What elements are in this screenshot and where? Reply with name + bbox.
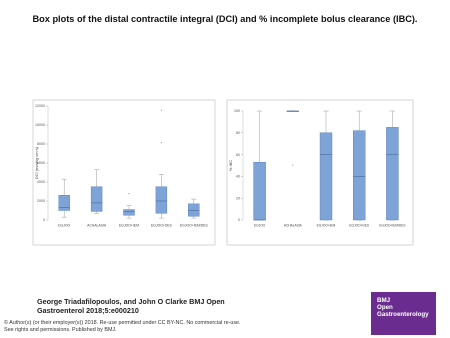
citation-line-2: Gastroenterol 2018;5:e000210 (37, 306, 139, 316)
y-tick-label: 12000 (35, 104, 45, 109)
y-tick-label: 4000 (37, 180, 45, 185)
x-tick-label: EGJOO (58, 223, 71, 228)
bmj-open-gastroenterology-logo (371, 292, 436, 335)
x-tick-label: EGJOO+IEM/DES (379, 223, 406, 228)
outlier-marker: * (160, 108, 163, 114)
figure-title: Box plots of the distal contractile integral (DCI) and % incomplete bolus clearance (IBC). (32, 14, 418, 24)
x-tick-label: EGJOO+IEM/DES (179, 223, 208, 228)
x-tick-label: EGJOO+DES (349, 223, 369, 228)
copyright-line-1: © Author(s) (or their employer(s)) 2018. Re-use permitted under CC BY-NC. No commercial re-use. (4, 320, 241, 326)
outlier-marker: * (292, 162, 294, 168)
y-tick-label: 0 (238, 218, 240, 223)
logo-line-3: Gastroenterology (377, 311, 429, 319)
copyright (4, 320, 241, 334)
y-tick-label: 60 (236, 152, 240, 157)
box-egjoo-iem (124, 210, 135, 216)
y-tick-label: 0 (43, 218, 45, 223)
box-egjoo (254, 162, 266, 220)
box-egjoo-iem (320, 133, 332, 220)
citation-line-1: George Triadafilopoulos, and John O Clarke BMJ Open (37, 297, 225, 306)
logo-line-2: Open (377, 304, 393, 312)
y-axis-label: DCI (mmHg·cm·s) (34, 146, 39, 180)
y-tick-label: 2000 (37, 199, 45, 204)
y-tick-label: 40 (236, 174, 240, 179)
y-tick-label: 10000 (35, 123, 45, 128)
outlier-marker: * (128, 191, 130, 197)
box-egjoo-iem-des (386, 127, 398, 220)
citation (37, 297, 225, 316)
y-tick-label: 6000 (37, 161, 45, 166)
box-egjoo-iem-des (188, 204, 199, 216)
x-tick-label: EGJOO+IEM (316, 223, 336, 228)
x-tick-label: EGJOO+DES (150, 223, 172, 228)
y-axis-label: % IBC (228, 159, 233, 172)
box-egjoo (59, 195, 70, 210)
box-achalasia (91, 187, 102, 212)
box-egjoo-des (156, 187, 167, 214)
box-egjoo-des (353, 131, 365, 220)
copyright-line-2: See rights and permissions. Published by BMJ. (4, 327, 117, 333)
y-tick-label: 8000 (37, 142, 45, 147)
y-tick-label: 20 (236, 196, 240, 201)
x-tick-label: ACHALASIA (283, 223, 302, 228)
y-tick-label: 80 (236, 131, 240, 135)
x-tick-label: EGJOO (254, 223, 266, 228)
y-tick-label: 100 (234, 109, 240, 114)
outlier-marker: * (160, 140, 163, 146)
x-tick-label: ACHALASIA (87, 223, 107, 228)
logo-line-1: BMJ (377, 297, 391, 304)
x-tick-label: EGJOO+IEM (119, 223, 139, 228)
